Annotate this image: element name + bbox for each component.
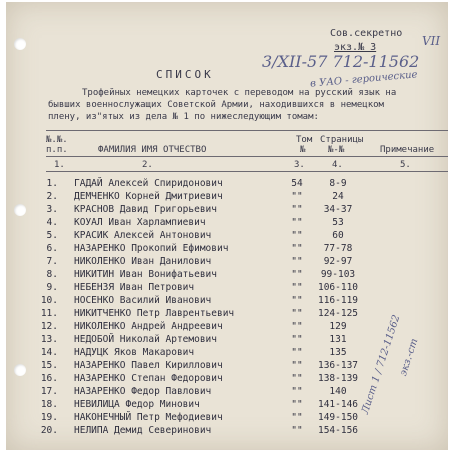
row-pages: 140 [329,386,347,397]
row-full-name: НАЗАРЕНКО Степан Федорович [74,373,223,384]
row-number: 15. [40,360,58,371]
row-pages: 99-103 [320,269,356,280]
row-volume: "" [291,399,303,410]
row-full-name: НАКОНЕЧНЫЙ Петр Мефодиевич [74,412,223,423]
row-volume: "" [291,243,303,254]
row-number: 11. [40,308,58,319]
col-number-1: 1. [54,160,65,170]
row-pages: 149-150 [317,412,359,423]
copy-number: экз.№ 3 [334,42,377,53]
row-number: 8. [46,269,58,280]
row-volume: "" [291,295,303,306]
row-number: 16. [40,373,58,384]
row-volume: "" [291,282,303,293]
row-number: 7. [46,256,58,267]
row-pages: 154-156 [317,425,359,436]
col-number-5: 5. [400,160,411,170]
table-header-rule [46,156,448,157]
row-pages: 129 [329,321,347,332]
row-full-name: КРАСИК Алексей Антонович [74,230,212,241]
col-number-4: 4. [332,160,343,170]
row-pages: 141-146 [317,399,359,410]
row-full-name: НЕВИЛИЦА Федор Минович [74,399,200,410]
row-volume: "" [291,412,303,423]
row-pages: 60 [332,230,344,241]
row-volume: "" [291,373,303,384]
row-number: 4. [46,217,58,228]
row-full-name: НЕЛИПА Демид Северинович [74,425,212,436]
row-number: 3. [46,204,58,215]
row-full-name: НЕДОБОЙ Николай Артемович [74,334,217,345]
row-pages: 124-125 [317,308,359,319]
row-number: 10. [40,295,58,306]
table-column-number-rule [46,171,448,172]
row-volume: "" [291,256,303,267]
col-header-num-1: №.№. [46,135,68,145]
row-volume: "" [291,347,303,358]
col-header-volume-1: Том [296,135,313,145]
row-volume: "" [291,360,303,371]
document-sheet [6,2,448,450]
row-full-name: ГАДАЙ Алексей Спиридонович [74,178,223,189]
row-pages: 106-110 [317,282,359,293]
row-number: 1. [46,178,58,189]
row-full-name: КРАСНОВ Давид Григорьевич [74,204,217,215]
punch-hole [14,38,26,50]
row-full-name: НИКИТЧЕНКО Петр Лаврентьевич [74,308,235,319]
row-pages: 131 [329,334,347,345]
row-volume: "" [291,386,303,397]
row-number: 12. [40,321,58,332]
handwritten-note: в УАО - героические [309,69,418,90]
row-pages: 77-78 [323,243,353,254]
row-pages: 8-9 [329,178,347,189]
row-number: 2. [46,191,58,202]
col-header-volume-2: № [300,145,306,155]
row-volume: "" [291,204,303,215]
row-volume: 54 [291,178,303,189]
table-top-rule [46,130,448,131]
classification-label: Сов.секретно [330,28,403,39]
col-header-num-2: п.п. [46,145,68,155]
row-volume: "" [291,269,303,280]
row-pages: 34-37 [323,204,353,215]
col-number-2: 2. [142,160,153,170]
row-full-name: НАЗАРЕНКО Федор Павлович [74,386,212,397]
intro-line-2: бывших военнослужащих Советской Армии, находившихся в немецком [48,100,384,110]
row-pages: 135 [329,347,347,358]
row-number: 5. [46,230,58,241]
row-pages: 24 [332,191,344,202]
row-pages: 138-139 [317,373,359,384]
col-header-note: Примечание [380,145,435,155]
row-volume: "" [291,191,303,202]
row-number: 14. [40,347,58,358]
row-full-name: ДЕМЧЕНКО Корней Дмитриевич [74,191,223,202]
row-number: 17. [40,386,58,397]
col-header-pages-1: Страницы [320,135,364,145]
col-number-3: 3. [294,160,305,170]
row-number: 20. [40,425,58,436]
roman-numeral: VII [422,34,441,48]
col-header-pages-2: №-№ [328,145,345,155]
row-volume: "" [291,308,303,319]
row-full-name: НАЗАРЕНКО Павел Кириллович [74,360,223,371]
row-number: 9. [46,282,58,293]
row-pages: 53 [332,217,344,228]
row-full-name: НЕБЕНЗЯ Иван Петрович [74,282,195,293]
row-full-name: НИКИТИН Иван Вонифатьевич [74,269,217,280]
margin-handwritten-note-a: Лист 1 / 712-11562 [360,313,403,416]
row-number: 18. [40,399,58,410]
document-title: СПИСОК [156,68,214,81]
row-full-name: НАДУЦК Яков Макарович [74,347,195,358]
row-pages: 136-137 [317,360,359,371]
intro-line-3: плену, из"ятых из дела № 1 по нижеследующим томам: [48,112,319,122]
row-full-name: НИКОЛЕНКО Иван Данилович [74,256,212,267]
row-volume: "" [291,334,303,345]
row-pages: 92-97 [323,256,353,267]
row-number: 13. [40,334,58,345]
row-full-name: НАЗАРЕНКО Прокопий Ефимович [74,243,229,254]
row-full-name: КОУАЛ Иван Харлампиевич [74,217,206,228]
row-volume: "" [291,425,303,436]
col-header-name: ФАМИЛИЯ ИМЯ ОТЧЕСТВО [98,145,207,155]
row-full-name: НОСЕНКО Василий Иванович [74,295,212,306]
intro-line-1: Трофейных немецких карточек с переводом на русский язык на [82,88,397,98]
margin-handwritten-note-b: экз.-ст [398,337,421,378]
row-volume: "" [291,321,303,332]
row-full-name: НИКОЛЕНКО Андрей Андреевич [74,321,223,332]
row-volume: "" [291,230,303,241]
row-number: 19. [40,412,58,423]
table-row [6,425,448,440]
row-number: 6. [46,243,58,254]
row-pages: 116-119 [317,295,359,306]
row-volume: "" [291,217,303,228]
handwritten-reference: 3/XII-57 712-11562 [262,52,420,71]
